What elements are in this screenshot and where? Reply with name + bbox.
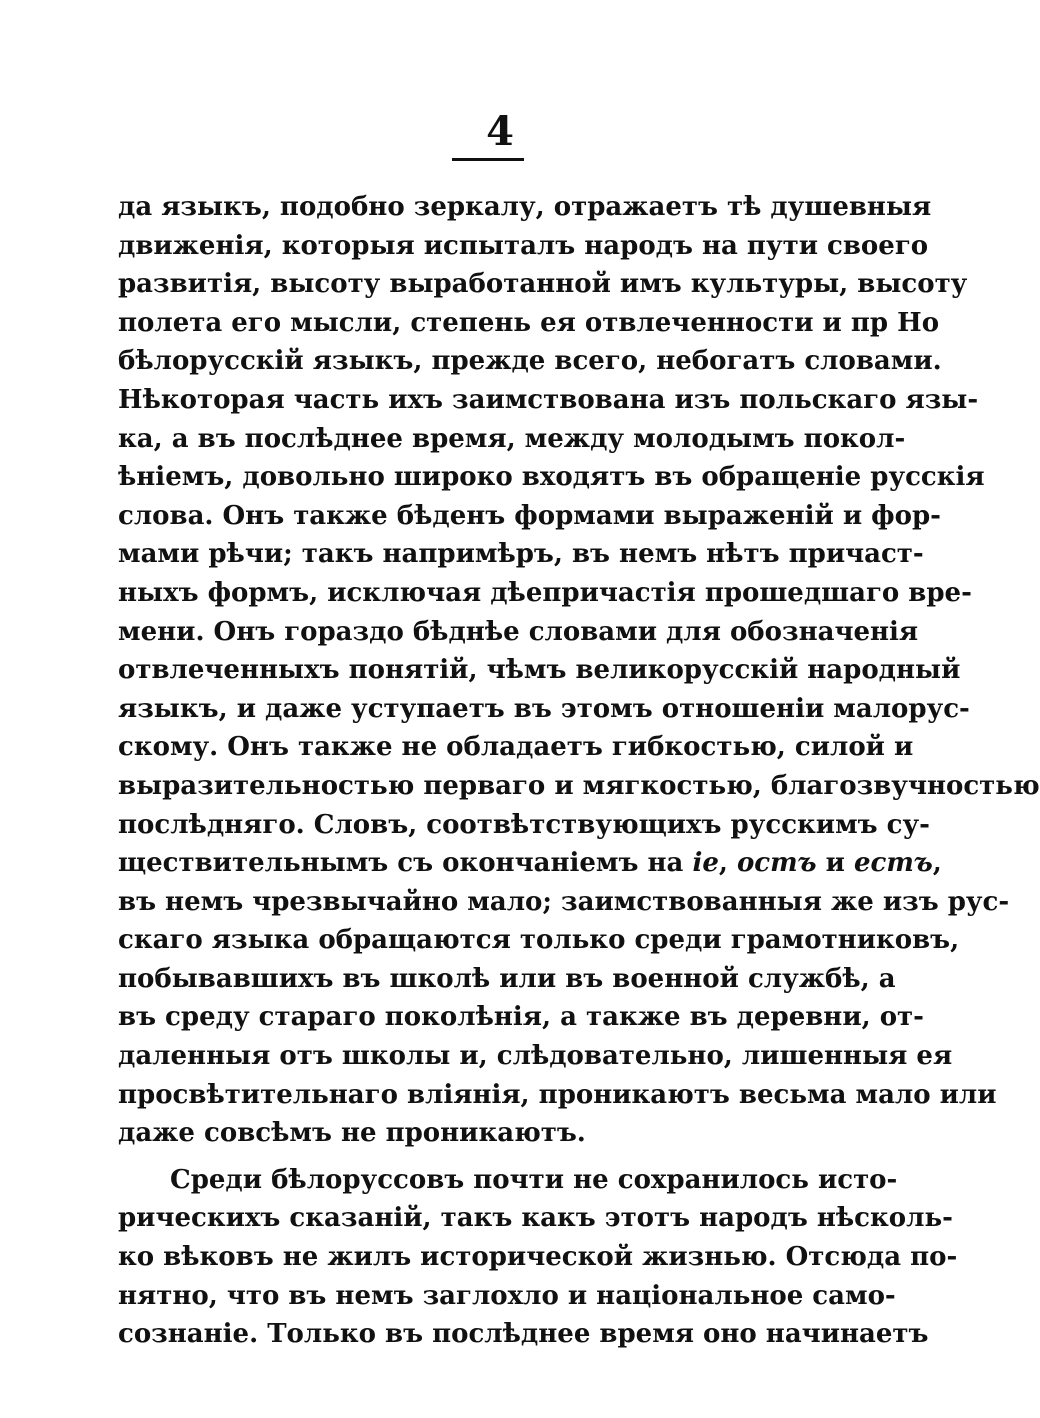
text-line: нятно, что въ немъ заглохло и національное само- (118, 1280, 896, 1311)
page-number-underline (452, 158, 524, 161)
text-line: развитія, высоту выработанной имъ культуры, высоту (118, 269, 968, 300)
text-line: ныхъ формъ, исключая дѣепричастія прошедшаго вре- (118, 577, 972, 608)
text-line: да языкъ, подобно зеркалу, отражаетъ тѣ душевныя (118, 192, 932, 222)
text-line: Среди бѣлоруссовъ почти не сохранилось исто- (170, 1164, 898, 1195)
text-line: языкъ, и даже уступаетъ въ этомъ отношеніи малорус- (118, 693, 970, 724)
text-line: выразительностью перваго и мягкостью, благозвучностью (118, 770, 1040, 801)
text-line: даже совсѣмъ не проникаютъ. (118, 1118, 586, 1149)
italic-ending: естъ (853, 848, 933, 879)
text-segment: и (816, 848, 854, 879)
text-line: движенія, которыя испыталъ народъ на пути своего (118, 230, 929, 261)
text-line: мени. Онъ гораздо бѣднѣе словами для обозначенія (118, 616, 919, 647)
text-segment: ществительнымъ съ окончаніемъ на (118, 848, 693, 879)
body-text (118, 188, 1040, 1354)
text-line: Нѣкоторая часть ихъ заимствована изъ польскаго язы- (118, 384, 979, 415)
text-line: рическихъ сказаній, такъ какъ этотъ народъ нѣсколь- (118, 1203, 953, 1234)
text-line: послѣдняго. Словъ, соотвѣтствующихъ русскимъ су- (118, 809, 930, 840)
page-number: 4 (486, 108, 514, 155)
paragraph-gap (118, 1153, 850, 1161)
text-line-with-italics (118, 844, 942, 883)
text-line: ко вѣковъ не жилъ исторической жизнью. Отсюда по- (118, 1242, 958, 1273)
text-line: скаго языка обращаются только среди грамотниковъ, (118, 925, 960, 956)
text-line: слова. Онъ также бѣденъ формами выраженій и фор- (118, 500, 941, 531)
text-segment: , (718, 848, 737, 879)
text-line: ка, а въ послѣднее время, между молодымъ покол- (118, 423, 906, 454)
italic-ending: остъ (736, 848, 817, 879)
text-segment: , (932, 848, 942, 879)
text-line: въ среду стараго поколѣнія, а также въ деревни, от- (118, 1002, 924, 1033)
text-line: полета его мысли, степень ея отвлеченности и пр Но (118, 307, 940, 338)
text-line: отвлеченныхъ понятій, чѣмъ великорусскій народный (118, 655, 961, 686)
text-line: скому. Онъ также не обладаетъ гибкостью, силой и (118, 732, 914, 763)
text-line: побывавшихъ въ школѣ или въ военной службѣ, а (118, 963, 896, 994)
paragraph-1 (118, 188, 1040, 1153)
text-line: просвѣтительнаго вліянія, проникаютъ весьма мало или (118, 1079, 997, 1110)
text-line: мами рѣчи; такъ напримѣръ, въ немъ нѣтъ причаст- (118, 539, 924, 570)
italic-ending: іе (692, 848, 719, 879)
text-line: сознаніе. Только въ послѣднее время оно начинаетъ (118, 1319, 929, 1350)
text-line: даленныя отъ школы и, слѣдовательно, лишенныя ея (118, 1041, 953, 1072)
text-line: ѣніемъ, довольно широко входятъ въ обращеніе русскія (118, 462, 985, 493)
paragraph-2 (118, 1161, 958, 1354)
text-line: бѣлорусскій языкъ, прежде всего, небогатъ словами. (118, 346, 942, 377)
text-line: въ немъ чрезвычайно мало; заимствованныя же изъ рус- (118, 886, 1010, 917)
